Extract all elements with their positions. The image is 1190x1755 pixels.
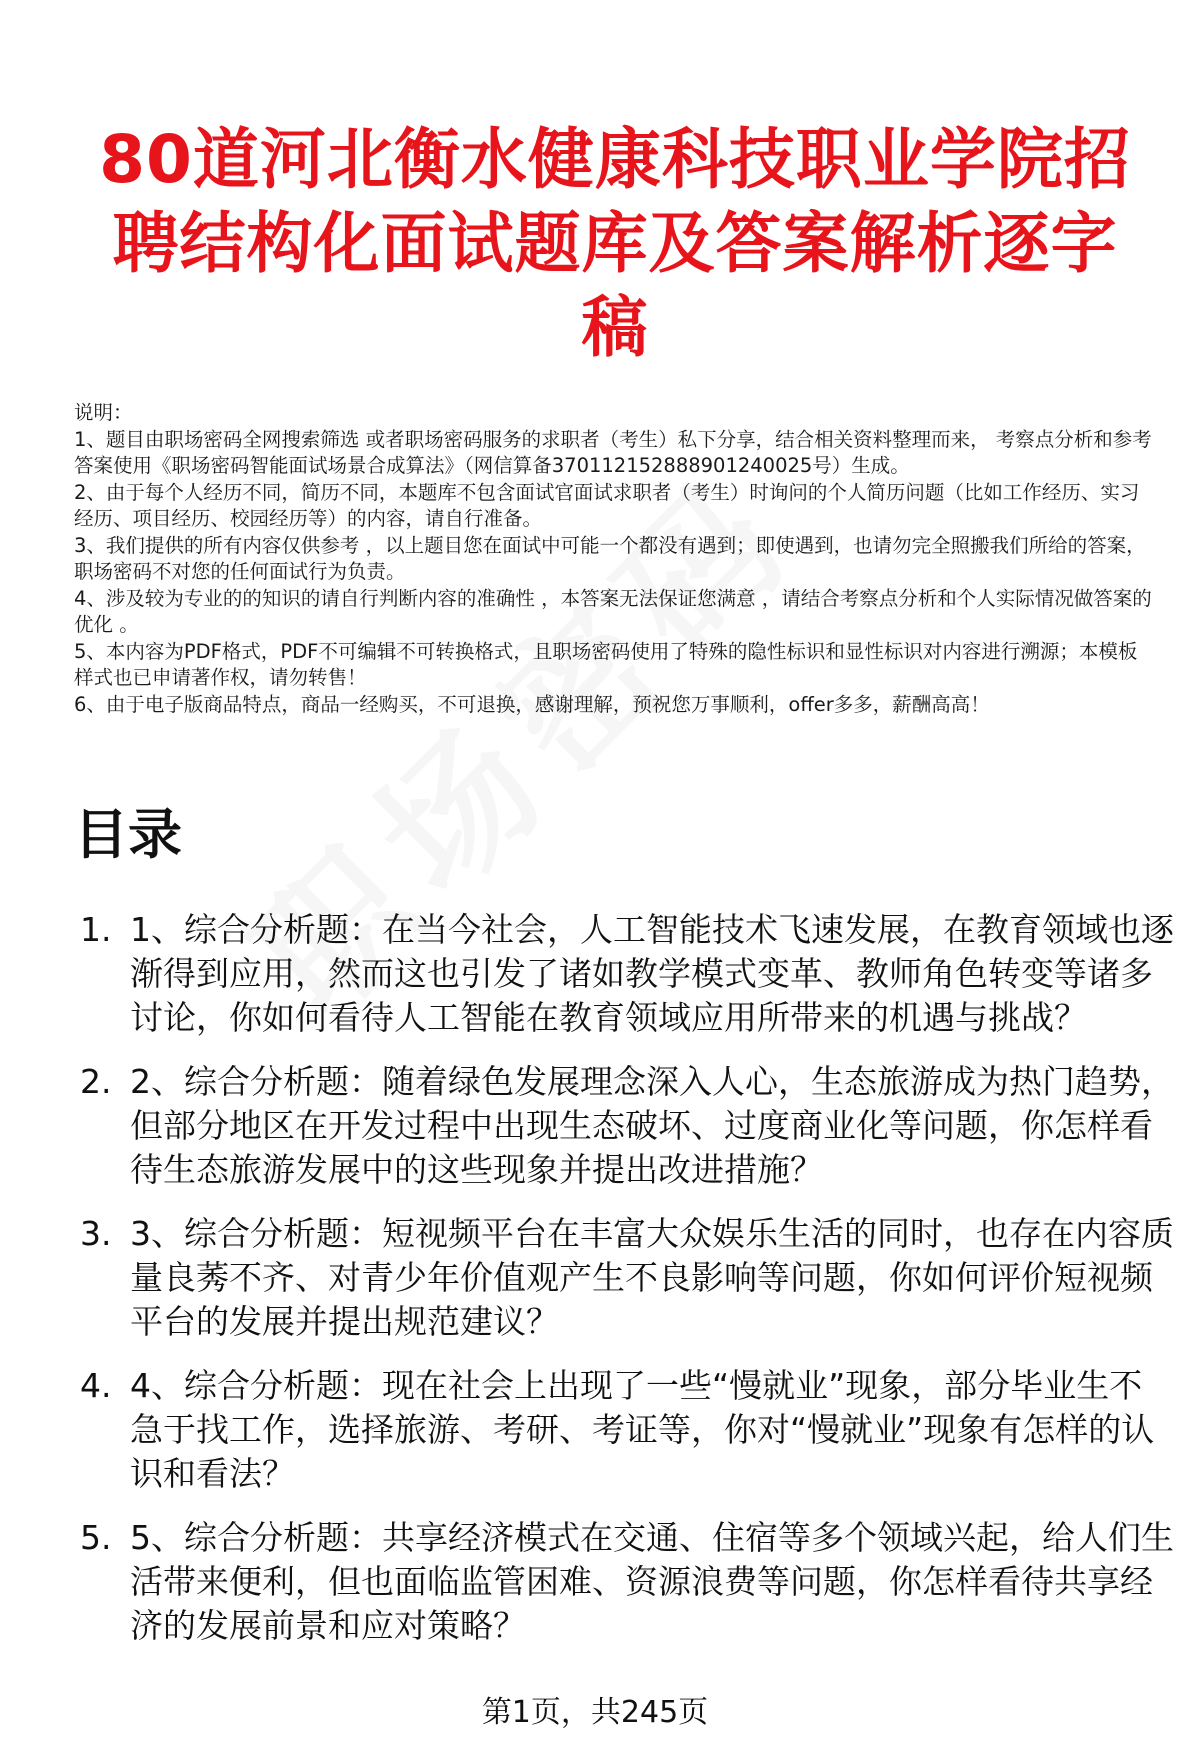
page-footer: 第1页，共245页 [481,1695,709,1730]
notes-section [74,400,1154,718]
toc-item-text: 3、综合分析题：短视频平台在丰富大众娱乐生活的同时，也存在内容质量良莠不齐、对青少年价值观产生不良影响等问题，你如何评价短视频平台的发展并提出规范建议？ [130,1214,1174,1341]
toc-heading: 目录 [74,803,182,866]
table-of-contents [74,908,1174,1668]
toc-item[interactable] [74,1212,1174,1344]
toc-item[interactable] [74,1060,1174,1192]
toc-item-number: 1. [80,910,112,949]
toc-item-number: 5. [80,1518,112,1557]
toc-item-number: 3. [80,1214,112,1253]
toc-item-text: 4、综合分析题：现在社会上出现了一些“慢就业”现象，部分毕业生不急于找工作，选择旅游、考研、考证等，你对“慢就业”现象有怎样的认识和看法？ [130,1366,1155,1493]
toc-item-text: 5、综合分析题：共享经济模式在交通、住宿等多个领域兴起，给人们生活带来便利，但也面临监管困难、资源浪费等问题，你怎样看待共享经济的发展前景和应对策略？ [130,1518,1174,1645]
note-item: 4、涉及较为专业的的知识的请自行判断内容的准确性 ，本答案无法保证您满意 ，请结合考察点分析和个人实际情况做答案的优化 。 [74,586,1152,636]
document-title: 80道河北衡水健康科技职业学院招聘结构化面试题库及答案解析逐字稿 [99,121,1131,366]
note-item: 5、本内容为PDF格式，PDF不可编辑不可转换格式，且职场密码使用了特殊的隐性标识和显性标识对内容进行溯源；本模板样式也已申请著作权，请勿转售！ [74,639,1138,689]
note-item: 6、由于电子版商品特点，商品一经购买，不可退换，感谢理解，预祝您万事顺利，offer多多，薪酬高高！ [74,692,990,716]
note-item: 3、我们提供的所有内容仅供参考 ，以上题目您在面试中可能一个都没有遇到；即使遇到，也请勿完全照搬我们所给的答案，职场密码不对您的任何面试行为负责。 [74,533,1146,583]
note-item: 2、由于每个人经历不同，简历不同，本题库不包含面试官面试求职者（考生）时询问的个人简历问题（比如工作经历、实习经历、项目经历、校园经历等）的内容，请自行准备。 [74,480,1140,530]
toc-item[interactable] [74,1516,1174,1648]
toc-item-text: 1、综合分析题：在当今社会，人工智能技术飞速发展，在教育领域也逐渐得到应用，然而这也引发了诸如教学模式变革、教师角色转变等诸多讨论，你如何看待人工智能在教育领域应用所带来的机遇与挑战？ [130,910,1174,1037]
notes-heading: 说明： [74,401,133,424]
toc-item[interactable] [74,1364,1174,1496]
toc-item-number: 2. [80,1062,112,1101]
toc-item[interactable] [74,908,1174,1040]
note-item: 1、题目由职场密码全网搜索筛选 或者职场密码服务的求职者（考生）私下分享，结合相关资料整理而来， 考察点分析和参考答案使用《职场密码智能面试场景合成算法》（网信算备370112152888901240025号）生成。 [74,427,1152,477]
toc-item-text: 2、综合分析题：随着绿色发展理念深入人心，生态旅游成为热门趋势，但部分地区在开发过程中出现生态破坏、过度商业化等问题，你怎样看待生态旅游发展中的这些现象并提出改进措施？ [130,1062,1174,1189]
toc-item-number: 4. [80,1366,112,1405]
